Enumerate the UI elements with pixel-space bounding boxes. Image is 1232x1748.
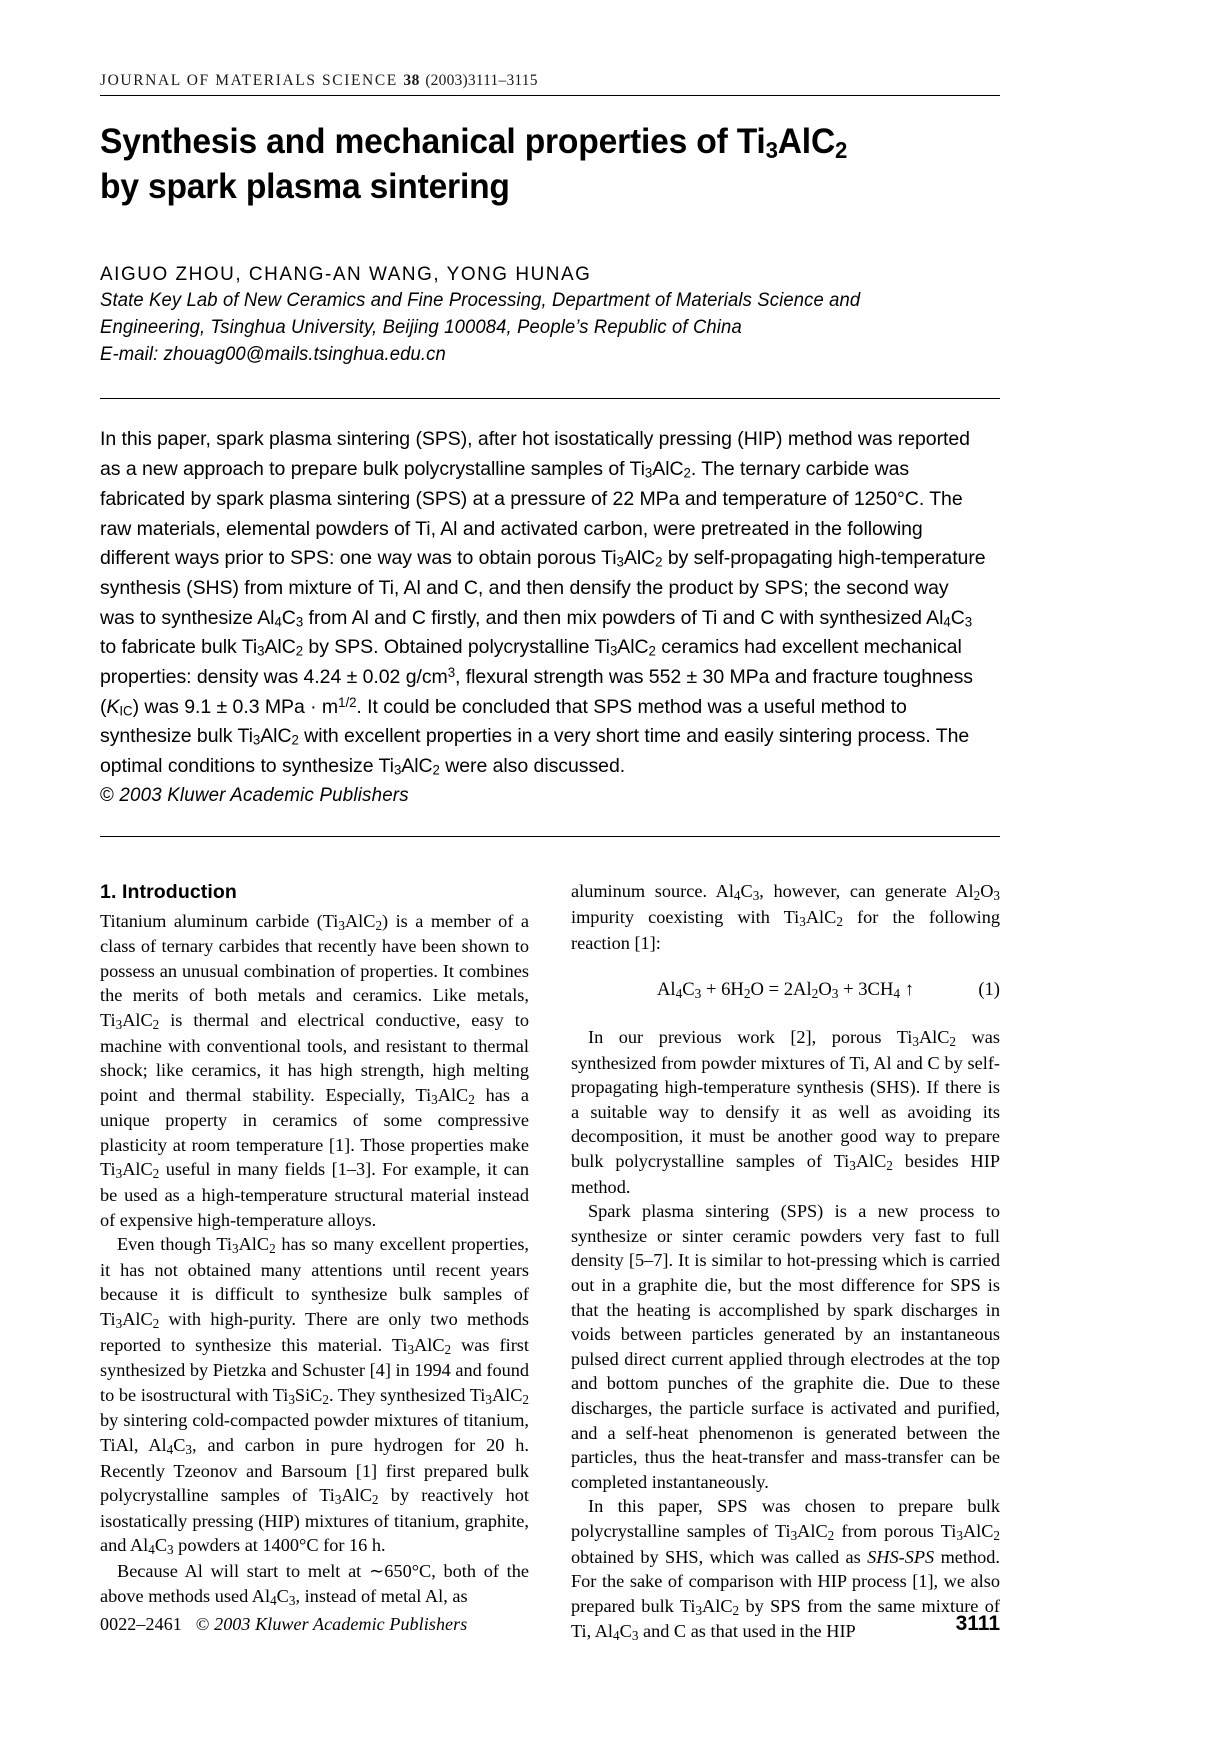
equation-1: [571, 977, 1000, 1003]
email-address[interactable]: zhouag00@mails.tsinghua.edu.cn: [163, 343, 446, 365]
paragraph: Even though $Ti_3AlC_2$ has so many excellent properties, it has not obtained many attentions until recent years because it is difficult to synthesize bulk samples of $Ti_3AlC_2$ with high-purity. There are only two methods reported to synthesize this material. $Ti_3AlC_2$ was first synthesized by Pietzka and Schuster [4] in 1994 and found to be isostructural with $Ti_3SiC_2$. They synthesized $Ti_3AlC_2$ by sintering cold-compacted powder mixtures of titanium, TiAl, $Al_4C_3$, and carbon in pure hydrogen for 20 h. Recently Tzeonov and Barsoum [1] first prepared bulk polycrystalline samples of $Ti_3AlC_2$ by reactively hot isostatically pressing (HIP) mixtures of titanium, graphite, and $Al_4C_3$ powders at 1400°C for 16 h.: [100, 1234, 530, 1558]
body-columns: [100, 879, 1000, 1645]
degree-symbol: °: [411, 1560, 420, 1581]
journal-name: JOURNAL OF MATERIALS SCIENCE: [100, 72, 398, 89]
page-title: [100, 120, 964, 209]
footer-publisher: 2003 Kluwer Academic Publishers: [214, 1614, 468, 1634]
copyright-icon: ©: [100, 784, 114, 806]
right-column: [571, 879, 1000, 1645]
paragraph: Because Al will start to melt at ∼650°C, both of the above methods used $Al_4C_3$, instead of metal Al, as: [100, 1560, 529, 1608]
abstract-rule-top: [100, 398, 1000, 399]
journal-page-range: 3111–3115: [467, 72, 538, 89]
paragraph: Spark plasma sintering (SPS) is a new process to synthesize or sinter ceramic powders very fast to full density [5–7]. It is similar to hot-pressing which is carried out in a graphite die, but the most difference for SPS is that the heating is accomplished by spark discharges in voids between particles generated by an instantaneous pulsed direct current applied through electrodes at the top and bottom punches of the graphite die. Due to these discharges, the particle surface is activated and purified, and a self-heat phenomenon is generated between the particles, thus the heat-transfer and mass-transfer can be completed instantaneously.: [571, 1201, 1000, 1492]
paragraph: In our previous work [2], porous $Ti_3AlC_2$ was synthesized from powder mixtures of Ti, Al and C by self-propagating high-temperature synthesis (SHS). If there is a suitable way to densify it as well as avoiding its decomposition, it must be another good way to prepare bulk polycrystalline samples of $Ti_3AlC_2$ besides HIP method.: [571, 1027, 1000, 1197]
authors-block: [100, 261, 1000, 368]
title-line-1: Synthesis and mechanical properties of $Ti_3AlC_2$: [100, 122, 848, 164]
header-rule: [100, 95, 1000, 96]
degree-symbol: °: [897, 487, 905, 510]
title-line-2: by spark plasma sintering: [100, 167, 510, 207]
footer-left: [100, 1614, 467, 1635]
running-head: [100, 72, 1000, 95]
affiliation-line-2: Engineering, Tsinghua University, Beijing 100084, People’s Republic of China: [100, 316, 742, 338]
left-column: [100, 879, 529, 1645]
equation-number: (1): [978, 979, 1000, 1001]
page-number: 3111: [955, 1612, 1000, 1635]
author-names: AIGUO ZHOU, CHANG-AN WANG, YONG HUNAG: [100, 263, 592, 286]
paragraph: In this paper, SPS was chosen to prepare bulk polycrystalline samples of $Ti_3AlC_2$ from porous $Ti_3AlC_2$ obtained by SHS, which was called as SHS-SPS method. For the sake of comparison with HIP process [1], we also prepared bulk $Ti_3AlC_2$ by SPS from the same mixture of Ti, $Al_4C_3$ and C as that used in the HIP: [571, 1496, 1001, 1644]
email-line: [100, 342, 973, 369]
journal-year: (2003): [425, 72, 468, 89]
abstract-rule-bottom: [100, 836, 1000, 837]
abstract: In this paper, spark plasma sintering (SPS), after hot isostatically pressing (HIP) method was reported as a new approach to prepare bulk polycrystalline samples of $Ti_3AlC_2$. The ternary carbide was fabricated by spark plasma sintering (SPS) at a pressure of 22 MPa and temperature of 1250°C. The raw materials, elemental powders of Ti, Al and activated carbon, were pretreated in the following different ways prior to SPS: one way was to obtain porous $Ti_3AlC_2$ by self-propagating high-temperature synthesis (SHS) from mixture of Ti, Al and C, and then densify the product by SPS; the second way was to synthesize $Al_4C_3$ from Al and C firstly, and then mix powders of Ti and C with synthesized $Al_4C_3$ to fabricate bulk $Ti_3AlC_2$ by SPS. Obtained polycrystalline $Ti_3AlC_2$ ceramics had excellent mechanical properties: density was 4.24 ± 0.02 $g/cm^3$, flexural strength was 552 ± 30 MPa and fracture toughness $(K_{IC})$ was 9.1 ± 0.3 MPa · $m^{1/2}$. It could be concluded that SPS method was a useful method to synthesize bulk $Ti_3AlC_2$ with excellent properties in a very short time and easily sintering process. The optimal conditions to synthesize $Ti_3AlC_2$ were also discussed. © 2003 Kluwer Academic Publishers: [100, 425, 987, 810]
page-content: [100, 72, 1000, 1645]
section-heading-introduction: 1. Introduction: [100, 881, 237, 904]
degree-symbol: °: [299, 1535, 307, 1556]
issn: 0022–2461: [100, 1614, 182, 1634]
paragraph: aluminum source. $Al_4C_3$, however, can generate $Al_2O_3$ impurity coexisting with $Ti_3AlC_2$ for the following reaction [1]:: [571, 881, 1000, 953]
paragraph: Titanium aluminum carbide $(Ti_3AlC_2)$ is a member of a class of ternary carbides that recently have been shown to possess an unusual combination of properties. It combines the merits of both metals and ceramics. Like metals, $Ti_3AlC_2$ is thermal and electrical conductive, easy to machine with conventional tools, and resistant to thermal shock; like ceramics, it has high strength, high melting point and thermal stability. Especially, $Ti_3AlC_2$ has a unique property in ceramics of some compressive plasticity at room temperature [1]. Those properties make $Ti_3AlC_2$ useful in many fields [1–3]. For example, it can be used as a high-temperature structural material instead of expensive high-temperature alloys.: [100, 910, 530, 1230]
abstract-copyright: © 2003 Kluwer Academic Publishers: [100, 784, 409, 806]
journal-volume: 38: [403, 72, 420, 89]
page-footer: [100, 1612, 1000, 1636]
email-label: E-mail:: [100, 343, 159, 365]
copyright-icon: ©: [195, 1614, 210, 1634]
equation-body: $Al_4C_3 + 6H_2O = 2Al_2O_3 + 3CH_4$ ↑: [656, 979, 915, 1002]
affiliation-line-1: State Key Lab of New Ceramics and Fine Processing, Department of Materials Science and: [100, 289, 861, 311]
